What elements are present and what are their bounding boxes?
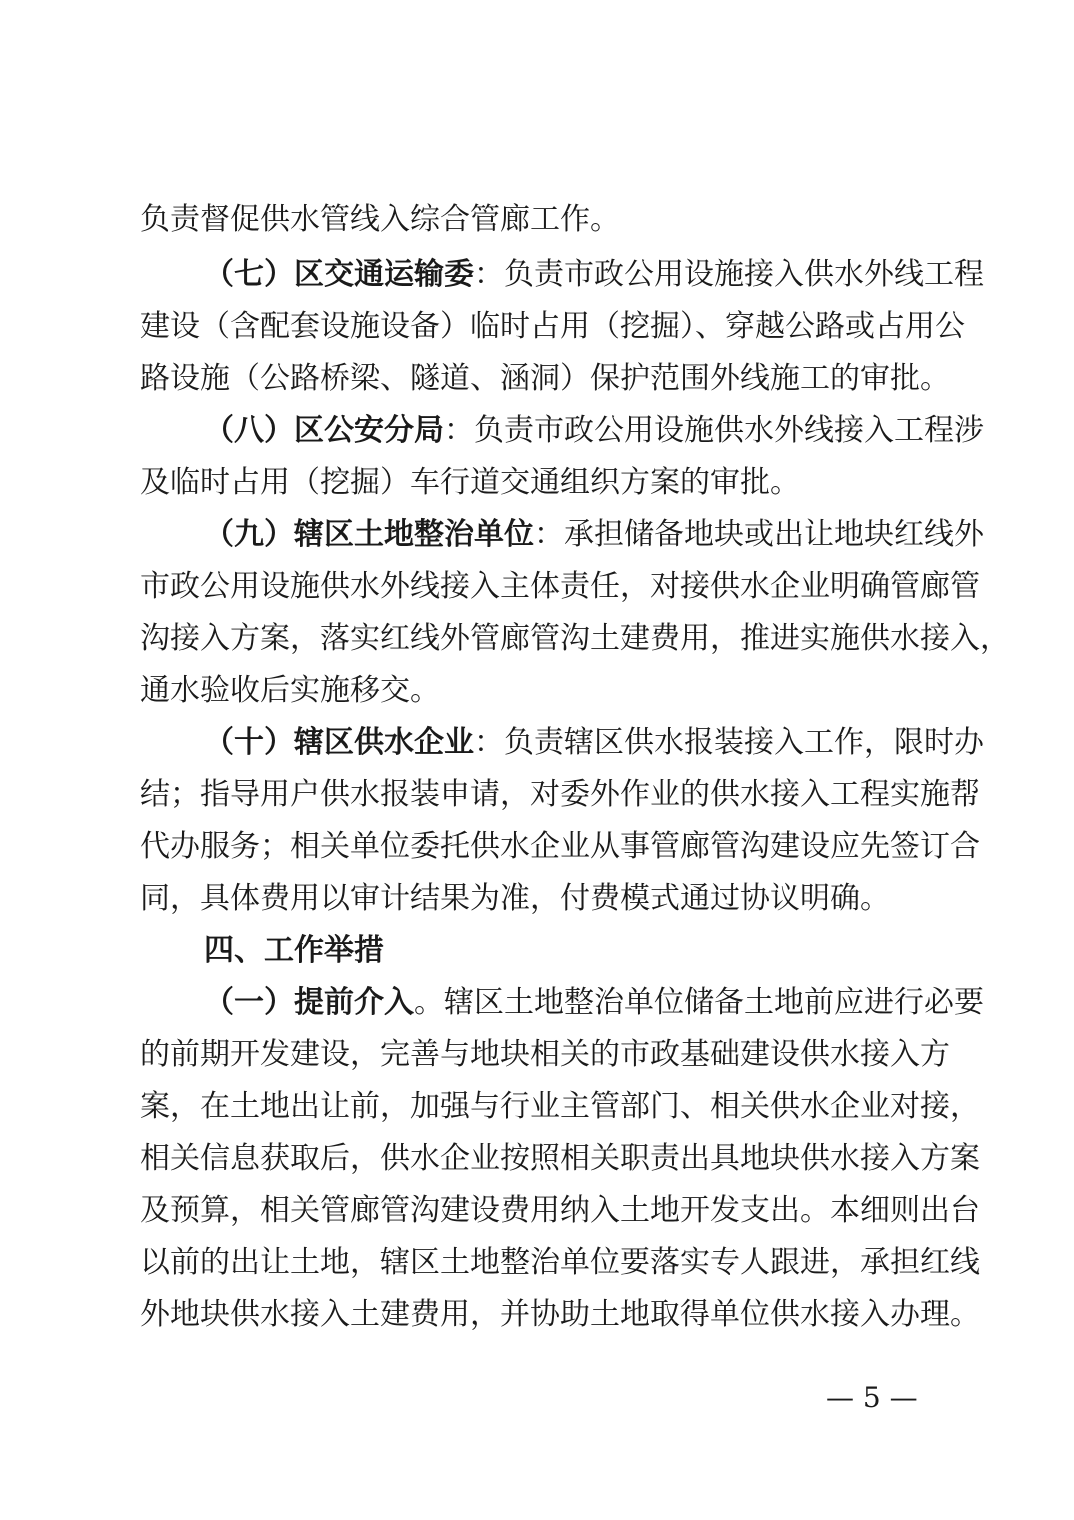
text-line: 以前的出让土地，辖区土地整治单位要落实专人跟进，承担红线 [140,1245,980,1280]
paragraph-10-line-1 [204,725,984,761]
text-line: 及临时占用（挖掘）车行道交通组织方案的审批。 [140,465,800,500]
paragraph-7-text: ：负责市政公用设施接入供水外线工程 [474,257,984,292]
paragraph-7-line-1 [204,257,984,293]
section-4-paragraph-1-line-1 [204,985,984,1021]
text-line: 路设施（公路桥梁、隧道、涵洞）保护范围外线施工的审批。 [140,361,950,396]
text-line: 通水验收后实施移交。 [140,673,440,708]
paragraph-9-label: （九）辖区土地整治单位 [204,517,534,552]
text-line: 市政公用设施供水外线接入主体责任，对接供水企业明确管廊管 [140,569,980,604]
paragraph-9-line-1 [204,517,984,553]
section-heading: 四、工作举措 [204,933,384,968]
paragraph-8-line-1 [204,413,984,449]
text-line: 代办服务；相关单位委托供水企业从事管廊管沟建设应先签订合 [140,829,980,864]
text-line: 相关信息获取后，供水企业按照相关职责出具地块供水接入方案 [140,1141,980,1176]
text-line: 沟接入方案，落实红线外管廊管沟土建费用，推进实施供水接入， [140,621,1010,656]
paragraph-7-label: （七）区交通运输委 [204,257,474,292]
page-number: — 5 — [826,1381,918,1414]
text-line: 及预算，相关管廊管沟建设费用纳入土地开发支出。本细则出台 [140,1193,980,1228]
text-line: 负责督促供水管线入综合管廊工作。 [140,202,620,237]
section-4-paragraph-1-label: （一）提前介入 [204,985,414,1020]
text-line: 建设（含配套设施设备）临时占用（挖掘）、穿越公路或占用公 [140,309,965,344]
paragraph-10-text: ：负责辖区供水报装接入工作，限时办 [474,725,984,760]
text-line: 的前期开发建设，完善与地块相关的市政基础建设供水接入方 [140,1037,950,1072]
text-line: 外地块供水接入土建费用，并协助土地取得单位供水接入办理。 [140,1297,980,1332]
paragraph-8-label: （八）区公安分局 [204,413,444,448]
paragraph-8-text: ：负责市政公用设施供水外线接入工程涉 [444,413,984,448]
text-line: 案，在土地出让前，加强与行业主管部门、相关供水企业对接， [140,1089,980,1124]
paragraph-9-text: ：承担储备地块或出让地块红线外 [534,517,984,552]
section-4-paragraph-1-text: 。辖区土地整治单位储备土地前应进行必要 [414,985,984,1020]
text-line: 结；指导用户供水报装申请，对委外作业的供水接入工程实施帮 [140,777,980,812]
paragraph-10-label: （十）辖区供水企业 [204,725,474,760]
text-line: 同，具体费用以审计结果为准，付费模式通过协议明确。 [140,881,890,916]
